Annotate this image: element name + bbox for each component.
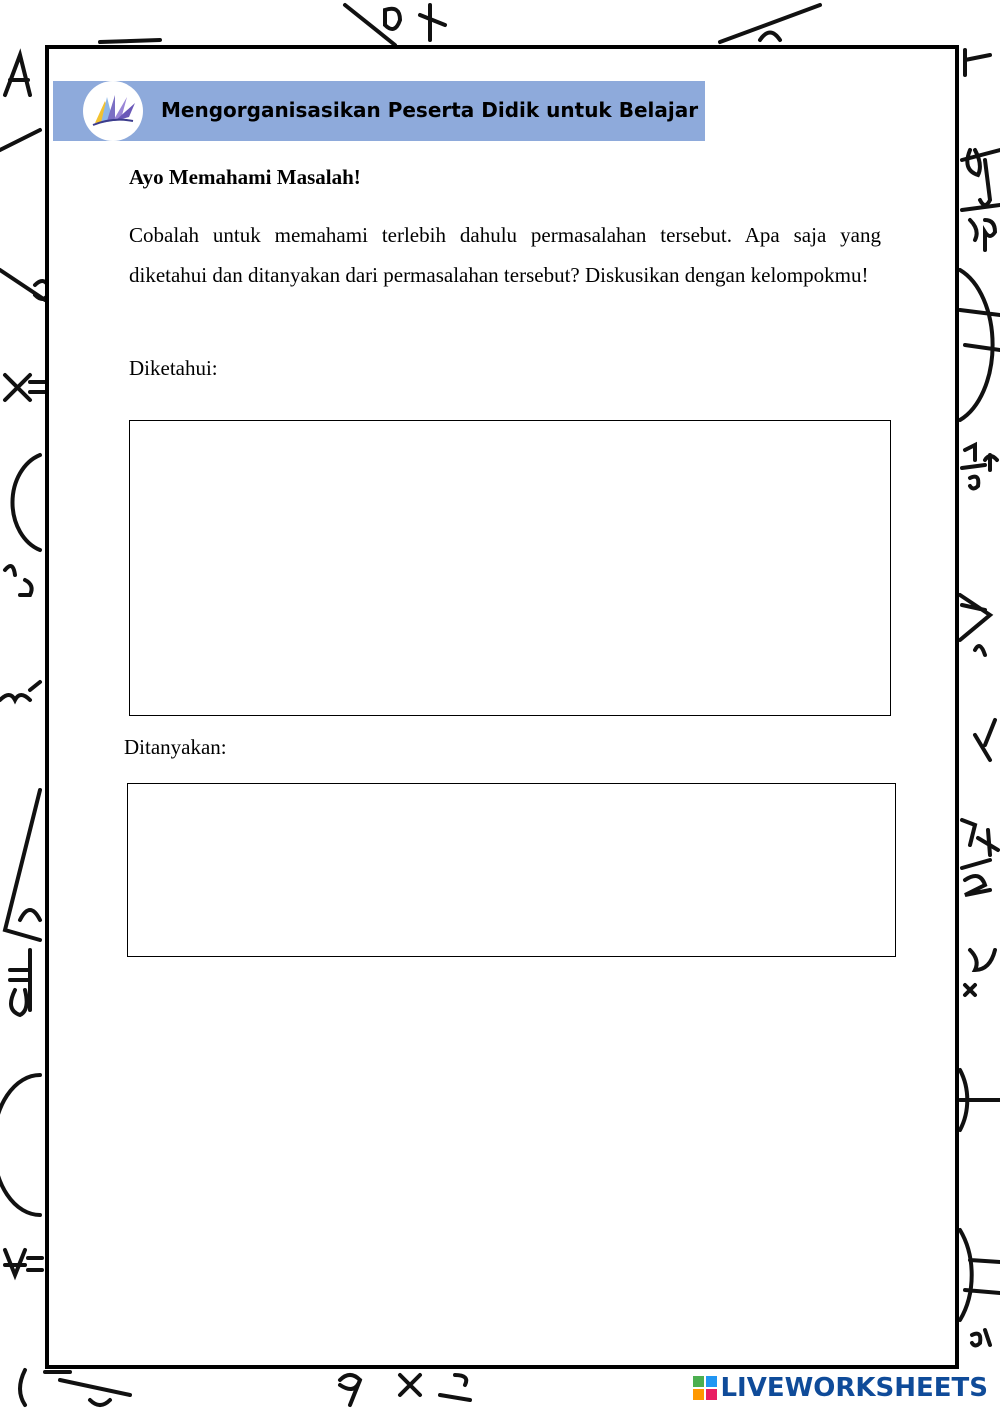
worksheet-page <box>45 45 959 1369</box>
known-answer-box[interactable] <box>129 420 891 716</box>
book-logo-icon <box>83 81 143 141</box>
instruction-text: Cobalah untuk memahami terlebih dahulu permasalahan tersebut. Apa saja yang diketahui dan ditanyakan dari permasalahan tersebut? Diskusikan dengan kelompokmu! <box>129 223 881 287</box>
section-heading: Ayo Memahami Masalah! <box>129 165 361 189</box>
banner-title: Mengorganisasikan Peserta Didik untuk Belajar <box>161 98 699 122</box>
asked-label: Ditanyakan: <box>124 735 227 759</box>
section-banner <box>53 81 705 141</box>
brand-name: LIVEWORKSHEETS <box>720 1373 988 1403</box>
liveworksheets-logo <box>693 1370 988 1406</box>
asked-answer-box[interactable] <box>127 783 896 957</box>
liveworksheets-icon <box>693 1376 717 1400</box>
known-label: Diketahui: <box>129 356 218 380</box>
